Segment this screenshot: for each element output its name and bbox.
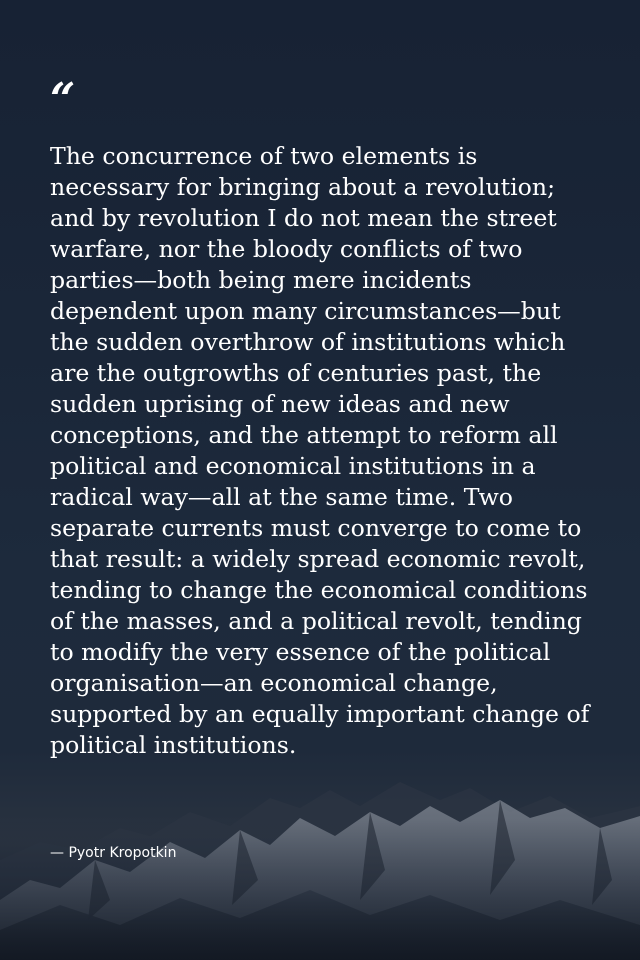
quote-text: The concurrence of two elements is necessary for bringing about a revolution; and by revolution I do not mean the street warfare, nor the bloody conflicts of two parties—both being mere incidents dependent upon many circumstances—but the sudden overthrow of institutions which are the outgrowths of centuries past, the sudden uprising of new ideas and new conceptions, and the attempt to reform all political and economical institutions in a radical way—all at the same time. Two separate currents must converge to come to that result: a widely spread economic revolt, tending to change the economical conditions of the masses, and a political revolt, tending to modify the very essence of the political organisation—an economical change, supported by an equally important change of political institutions. — [50, 142, 590, 759]
quote-mark-icon: “ — [50, 74, 72, 125]
quote-attribution: — Pyotr Kropotkin — [50, 845, 177, 861]
